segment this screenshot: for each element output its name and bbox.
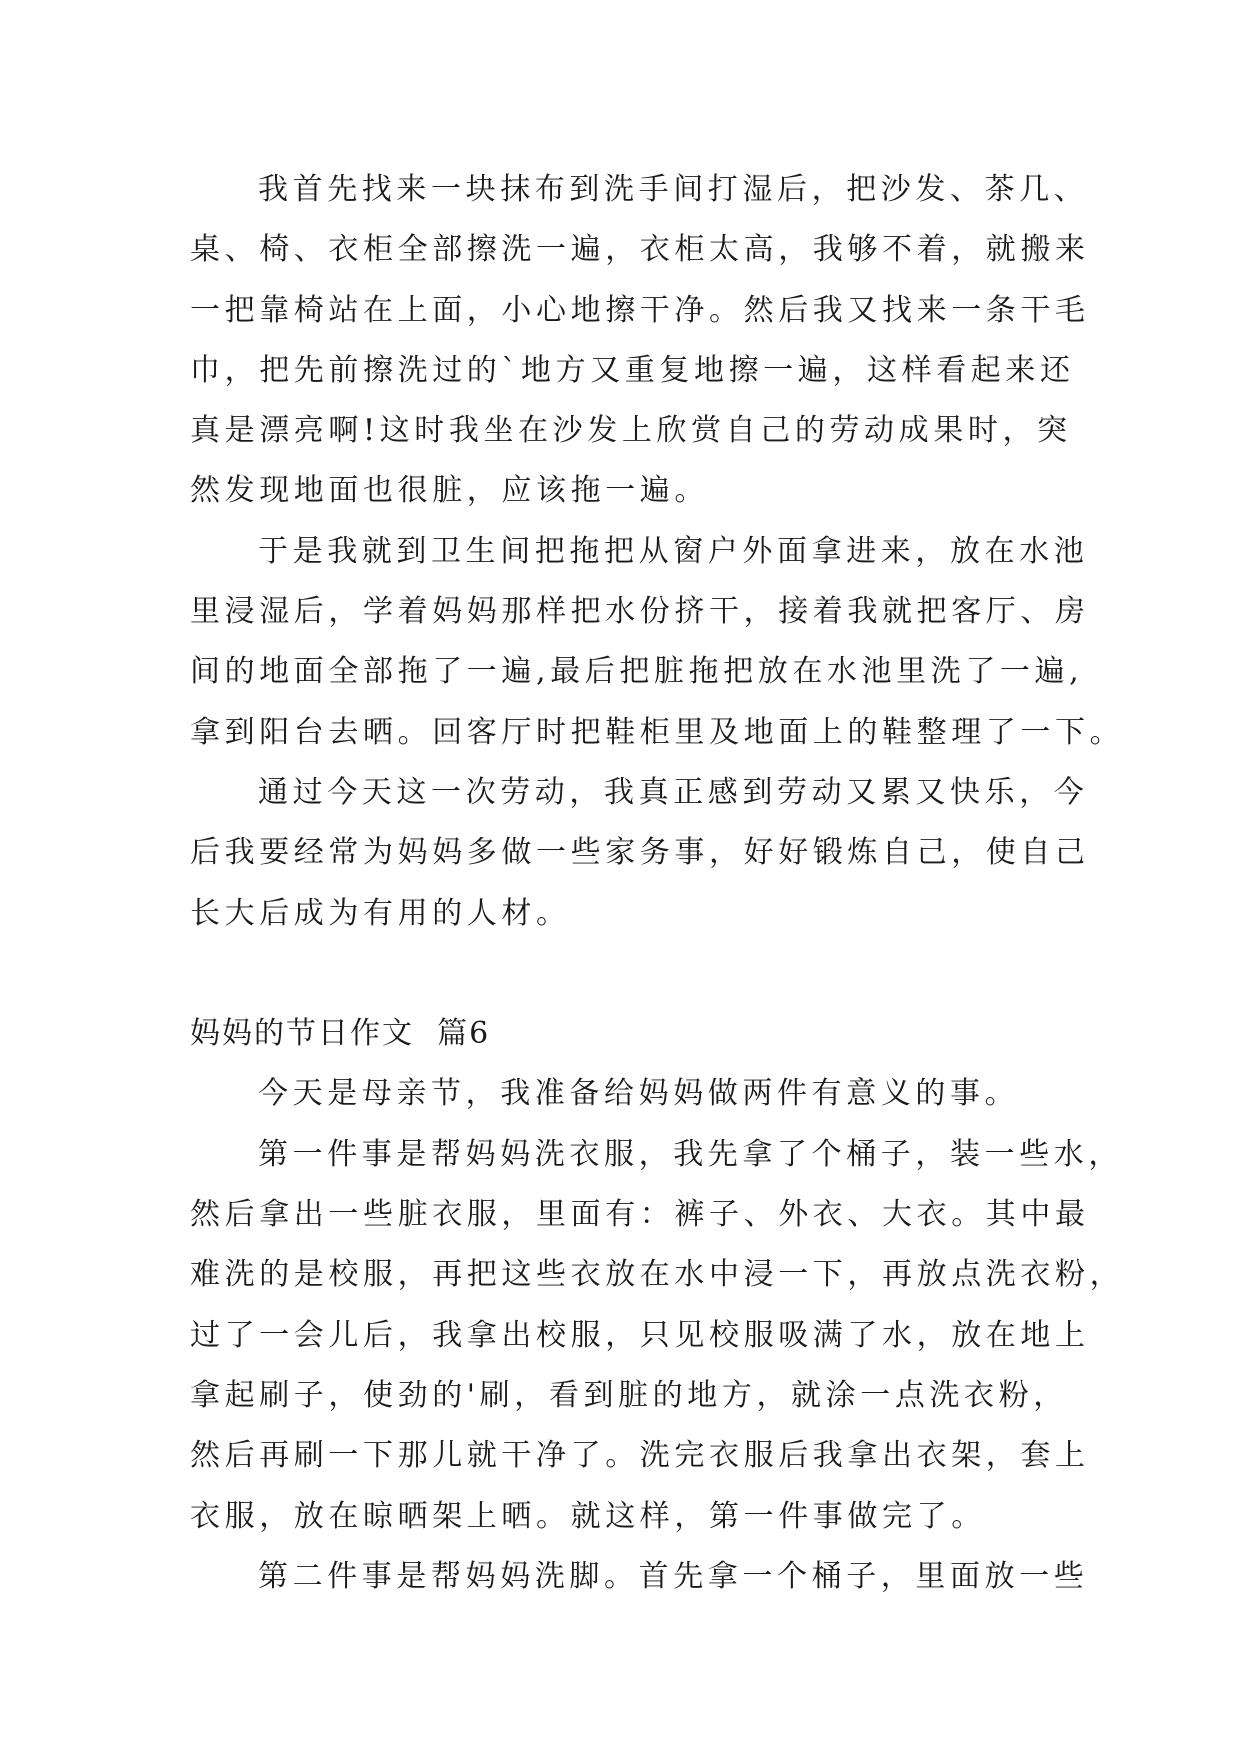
text-line: 长大后成为有用的人材。 [190,895,571,931]
text-line: 里浸湿后，学着妈妈那样把水份挤干，接着我就把客厅、房 [190,594,1090,630]
section-heading: 妈妈的节日作文 篇6 [190,1016,491,1052]
text-line: 巾，把先前擦洗过的`地方又重复地擦一遍，这样看起来还 [190,352,1075,388]
text-line: 今天是母亲节，我准备给妈妈做两件有意义的事。 [258,1076,1020,1112]
text-line: 难洗的是校服，再把这些衣放在水中浸一下，再放点洗衣粉， [190,1257,1125,1293]
paragraph [190,1064,1070,1124]
text-line: 间的地面全部拖了一遍,最后把脏拖把放在水池里洗了一遍, [190,654,1084,690]
paragraph-gap [190,944,1070,1004]
text-line: 真是漂亮啊!这时我坐在沙发上欣赏自己的劳动成果时，突 [190,413,1072,449]
text-line: 我首先找来一块抹布到洗手间打湿后，把沙发、茶几、 [258,172,1089,207]
text-line: 一把靠椅站在上面，小心地擦干净。然后我又找来一条干毛 [190,292,1090,328]
text-line: 通过今天这一次劳动，我真正感到劳动又累又快乐，今 [258,774,1089,810]
text-line: 然后拿出一些脏衣服，里面有：裤子、外衣、大衣。其中最 [190,1197,1090,1233]
text-line: 过了一会儿后，我拿出校服，只见校服吸满了水，放在地上 [190,1317,1090,1353]
document-body [190,160,1125,1607]
text-line: 于是我就到卫生间把拖把从窗户外面拿进来，放在水池 [258,533,1089,569]
paragraph [190,522,1125,763]
text-line: 衣服，放在晾晒架上晒。就这样，第一件事做完了。 [190,1498,986,1534]
paragraph [190,1125,1125,1547]
text-line: 拿到阳台去晒。回客厅时把鞋柜里及地面上的鞋整理了一下。 [190,714,1125,750]
text-line: 第一件事是帮妈妈洗衣服，我先拿了个桶子，装一些水， [258,1136,1123,1172]
text-line: 拿起刷子，使劲的'刷，看到脏的地方，就涂一点洗衣粉， [190,1377,1068,1413]
text-line: 然后再刷一下那儿就干净了。洗完衣服后我拿出衣架，套上 [190,1438,1090,1474]
text-line: 桌、椅、衣柜全部擦洗一遍，衣柜太高，我够不着，就搬来 [190,232,1090,268]
paragraph [190,1547,1089,1607]
paragraph [190,160,1090,522]
text-line: 第二件事是帮妈妈洗脚。首先拿一个桶子，里面放一些 [258,1558,1089,1594]
paragraph [190,763,1090,944]
text-line: 后我要经常为妈妈多做一些家务事，好好锻炼自己，使自己 [190,835,1090,871]
text-line: 然发现地面也很脏，应该拖一遍。 [190,473,709,509]
